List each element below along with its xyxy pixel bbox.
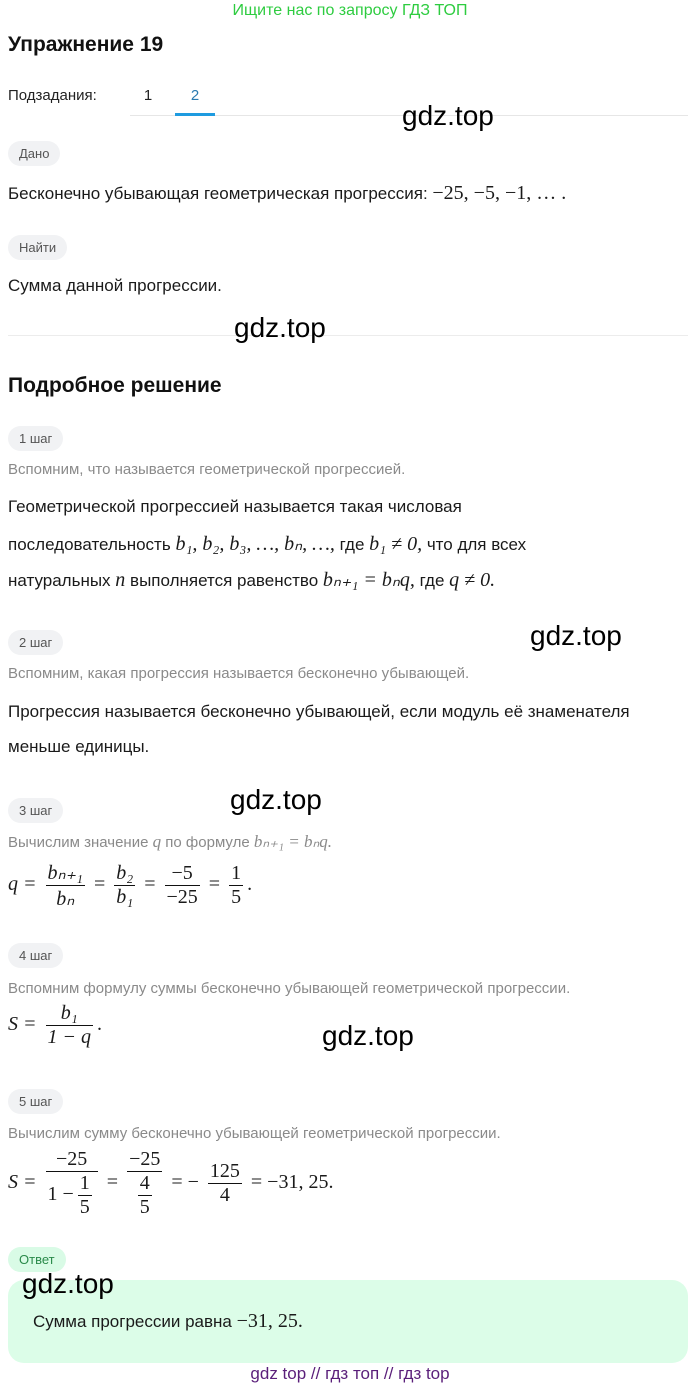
answer-text	[33, 1310, 303, 1333]
math-lhs: S =	[8, 1171, 37, 1194]
text: последовательность	[8, 535, 171, 554]
text: где	[419, 571, 445, 590]
step-4-chip: 4 шаг	[8, 943, 63, 968]
denominator: −25	[166, 886, 198, 908]
active-tab-indicator	[175, 113, 215, 116]
math-condition: b₁ ≠ 0,	[369, 533, 423, 555]
step-3-chip: 3 шаг	[8, 798, 63, 823]
find-chip: Найти	[8, 235, 67, 260]
answer-chip: Ответ	[8, 1247, 66, 1272]
step-2-line-1: Прогрессия называется бесконечно убывающей, если модуль её знаменателя	[8, 702, 630, 721]
numerator: 125	[209, 1160, 240, 1182]
watermark: gdz.top	[402, 100, 494, 131]
result: = −31, 25.	[250, 1171, 334, 1194]
fraction	[46, 1002, 94, 1049]
fraction	[46, 1148, 98, 1219]
math-q: q	[152, 832, 162, 851]
text: где	[339, 535, 365, 554]
given-sequence: −25, −5, −1, … .	[432, 182, 567, 204]
step-1-hint: Вспомним, что называется геометрической прогрессией.	[8, 461, 406, 478]
watermark: gdz.top	[322, 1020, 414, 1051]
find-text: Сумма данной прогрессии.	[8, 276, 222, 295]
tab-subtask-2[interactable]: 2	[190, 87, 200, 104]
step-1-chip: 1 шаг	[8, 426, 63, 451]
step-4-hint: Вспомним формулу суммы бесконечно убывающей геометрической прогрессии.	[8, 980, 571, 997]
step-5-chip: 5 шаг	[8, 1089, 63, 1114]
equals: =	[208, 873, 221, 896]
text: натуральных	[8, 571, 111, 590]
step-4-formula	[8, 1002, 102, 1049]
period: .	[247, 873, 253, 896]
denominator: bₙ	[56, 888, 75, 910]
text: Сумма прогрессии равна	[33, 1312, 232, 1331]
period: .	[97, 1013, 102, 1036]
fraction	[165, 862, 200, 909]
step-5-hint: Вычислим сумму бесконечно убывающей геометрической прогрессии.	[8, 1125, 501, 1142]
watermark: gdz.top	[22, 1268, 114, 1299]
numerator: 4	[139, 1172, 150, 1194]
equals: =	[144, 873, 156, 896]
equals-minus: = −	[171, 1171, 199, 1194]
fraction	[46, 860, 85, 911]
step-2-line-2: меньше единицы.	[8, 737, 150, 756]
equals: =	[93, 873, 106, 896]
denominator: 5	[231, 886, 242, 908]
fraction	[127, 1148, 162, 1219]
step-1-line-1: Геометрической прогрессией называется такая числовая	[8, 497, 462, 516]
numerator: b₂	[116, 862, 134, 884]
text: Вычислим значение	[8, 834, 149, 851]
solution-title: Подробное решение	[8, 374, 222, 397]
numerator: 1	[79, 1172, 90, 1194]
step-3-formula	[8, 860, 252, 911]
denominator: 4	[219, 1184, 230, 1206]
math-lhs: S =	[8, 1013, 37, 1036]
text: 1 −	[47, 1183, 74, 1206]
step-2-hint: Вспомним, какая прогрессия называется бесконечно убывающей.	[8, 665, 470, 682]
denominator: 5	[79, 1196, 90, 1218]
numerator: 1	[231, 862, 242, 884]
watermark: gdz.top	[230, 784, 322, 815]
subtasks-label: Подзадания:	[8, 87, 97, 104]
numerator: b₁	[46, 1002, 94, 1026]
given-label: Бесконечно убывающая геометрическая прогрессия:	[8, 184, 428, 203]
fraction	[229, 862, 243, 909]
fraction	[78, 1172, 92, 1219]
watermark: gdz.top	[530, 620, 622, 651]
text: что для всех	[426, 535, 527, 554]
math-q-condition: q ≠ 0.	[449, 569, 496, 591]
step-5-formula	[8, 1148, 333, 1219]
page-title: Упражнение 19	[8, 33, 164, 56]
fraction	[138, 1172, 152, 1219]
numerator: −25	[46, 1148, 98, 1172]
denominator	[46, 1172, 98, 1219]
math-recurrence: bₙ₊₁ = bₙq,	[322, 569, 415, 591]
step-1-line-2	[8, 531, 526, 556]
math-sequence: b₁, b₂, b₃, …, bₙ, …,	[175, 533, 335, 555]
fraction	[114, 862, 135, 909]
tab-subtask-1[interactable]: 1	[143, 87, 153, 104]
numerator: −25	[129, 1148, 161, 1170]
math-formula: bₙ₊₁ = bₙq.	[253, 832, 333, 851]
equals: =	[106, 1171, 119, 1194]
denominator: 5	[139, 1196, 150, 1218]
promo-banner: Ищите нас по запросу ГДЗ ТОП	[232, 2, 468, 19]
step-1-line-3	[8, 567, 495, 592]
denominator	[127, 1172, 162, 1219]
math-n: n	[115, 569, 126, 591]
given-text	[8, 182, 566, 205]
footer-links: gdz top // гдз топ // гдз top	[250, 1364, 450, 1383]
math-lhs: q =	[8, 873, 37, 896]
text: по формуле	[165, 834, 250, 851]
step-3-hint	[8, 832, 332, 852]
denominator: b₁	[116, 886, 134, 908]
given-chip: Дано	[8, 141, 60, 166]
text: выполняется равенство	[130, 571, 319, 590]
denominator: 1 − q	[47, 1026, 91, 1048]
watermark: gdz.top	[234, 312, 326, 343]
numerator: bₙ₊₁	[47, 862, 83, 884]
section-divider	[8, 335, 688, 336]
answer-value: −31, 25.	[236, 1310, 303, 1332]
fraction	[208, 1160, 242, 1207]
numerator: −5	[165, 862, 200, 886]
step-2-chip: 2 шаг	[8, 630, 63, 655]
